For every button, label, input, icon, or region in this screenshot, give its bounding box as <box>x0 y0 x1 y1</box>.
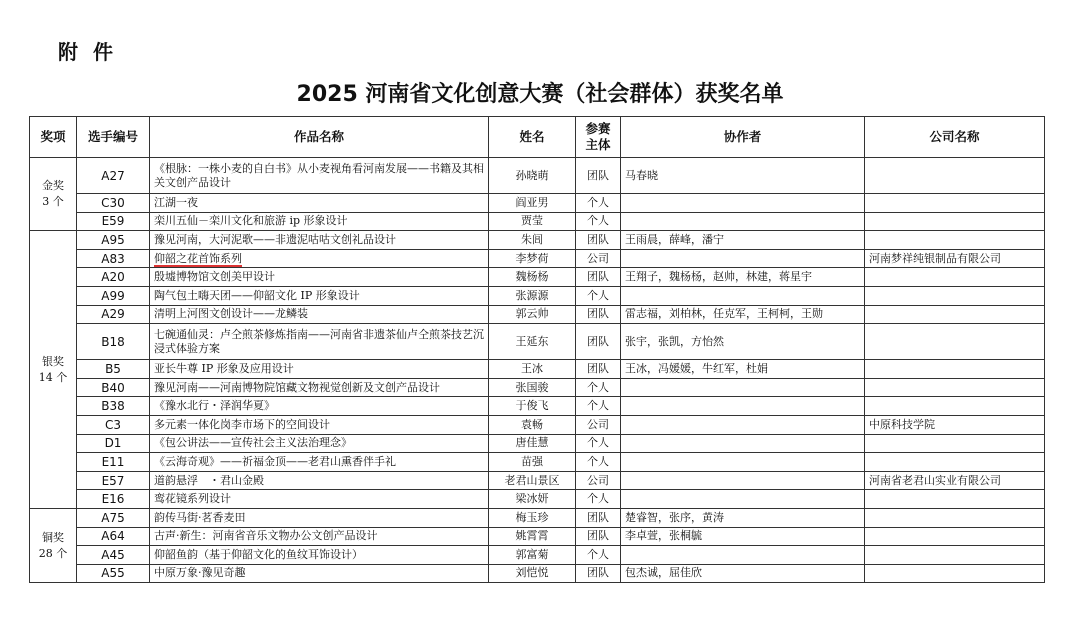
cell-company <box>865 360 1045 379</box>
cell-id: E16 <box>77 490 150 509</box>
cell-id: A45 <box>77 546 150 565</box>
cell-work: 《云海奇观》——祈福金顶——老君山熏香伴手礼 <box>150 453 489 472</box>
cell-entity: 公司 <box>576 471 621 490</box>
cell-company <box>865 268 1045 287</box>
header-row <box>30 117 1045 158</box>
cell-name: 朱闾 <box>489 231 576 250</box>
table-row <box>30 286 1045 305</box>
cell-id: B38 <box>77 397 150 416</box>
cell-work: 多元素一体化岗李市场下的空间设计 <box>150 415 489 434</box>
cell-company <box>865 546 1045 565</box>
award-label: 铜奖 <box>42 530 64 544</box>
header-work: 作品名称 <box>150 117 489 158</box>
cell-entity: 团队 <box>576 564 621 583</box>
cell-id: E57 <box>77 471 150 490</box>
cell-company <box>865 527 1045 546</box>
cell-name: 唐佳慧 <box>489 434 576 453</box>
table-row <box>30 158 1045 194</box>
header-company: 公司名称 <box>865 117 1045 158</box>
table-row <box>30 194 1045 213</box>
cell-company <box>865 194 1045 213</box>
table-row <box>30 527 1045 546</box>
cell-id: A83 <box>77 249 150 268</box>
cell-collab <box>621 249 865 268</box>
cell-name: 张源源 <box>489 286 576 305</box>
cell-company <box>865 305 1045 324</box>
award-label: 金奖 <box>42 179 64 193</box>
cell-name: 孙晓萌 <box>489 158 576 194</box>
cell-name: 郭富菊 <box>489 546 576 565</box>
cell-entity: 个人 <box>576 286 621 305</box>
document-title: 2025 河南省文化创意大赛（社会群体）获奖名单 <box>296 82 784 107</box>
table-row <box>30 249 1045 268</box>
cell-id: A55 <box>77 564 150 583</box>
cell-id: A95 <box>77 231 150 250</box>
cell-work: 古声·新生：河南省音乐文物办公文创产品设计 <box>150 527 489 546</box>
header-entity: 参赛主体 <box>576 117 621 158</box>
cell-company <box>865 378 1045 397</box>
table-row <box>30 268 1045 287</box>
cell-id: A29 <box>77 305 150 324</box>
header-award: 奖项 <box>30 117 77 158</box>
table-row <box>30 324 1045 360</box>
cell-id: B5 <box>77 360 150 379</box>
cell-work: 仰韶鱼韵（基于仰韶文化的鱼纹耳饰设计） <box>150 546 489 565</box>
cell-company <box>865 158 1045 194</box>
cell-collab <box>621 286 865 305</box>
cell-name: 阎亚男 <box>489 194 576 213</box>
cell-entity: 个人 <box>576 212 621 231</box>
award-silver <box>30 231 77 509</box>
cell-work: 殷墟博物馆文创美甲设计 <box>150 268 489 287</box>
table-row <box>30 305 1045 324</box>
cell-id: A20 <box>77 268 150 287</box>
cell-entity: 团队 <box>576 508 621 527</box>
cell-work: 亚长牛尊 IP 形象及应用设计 <box>150 360 489 379</box>
cell-work: 韵传马街·茗香麦田 <box>150 508 489 527</box>
cell-company <box>865 490 1045 509</box>
header-id: 选手编号 <box>77 117 150 158</box>
cell-name: 李梦荷 <box>489 249 576 268</box>
table-row <box>30 231 1045 250</box>
table-row <box>30 508 1045 527</box>
cell-collab <box>621 546 865 565</box>
cell-work: 中原万象·豫见奇趣 <box>150 564 489 583</box>
highlighted-work-title: 仰韶之花首饰系列 <box>154 251 242 265</box>
cell-entity: 团队 <box>576 527 621 546</box>
award-table <box>29 116 1045 583</box>
cell-collab: 张宇，张凯，方怡然 <box>621 324 865 360</box>
cell-company <box>865 324 1045 360</box>
cell-id: A27 <box>77 158 150 194</box>
cell-company <box>865 231 1045 250</box>
cell-collab <box>621 415 865 434</box>
cell-company <box>865 212 1045 231</box>
cell-company <box>865 508 1045 527</box>
cell-entity: 个人 <box>576 490 621 509</box>
attachment-label: 附 件 <box>58 40 117 64</box>
cell-collab: 马春晓 <box>621 158 865 194</box>
table-row <box>30 378 1045 397</box>
cell-name: 王冰 <box>489 360 576 379</box>
cell-collab <box>621 434 865 453</box>
cell-entity: 团队 <box>576 360 621 379</box>
cell-collab: 雷志福，刘柏林，任克军，王柯柯，王勋 <box>621 305 865 324</box>
cell-collab <box>621 212 865 231</box>
cell-name: 老君山景区 <box>489 471 576 490</box>
cell-work: 鸾花镜系列设计 <box>150 490 489 509</box>
cell-name: 刘恺悦 <box>489 564 576 583</box>
award-count: 28 个 <box>38 546 68 560</box>
cell-work: 栾川五仙－栾川文化和旅游 ip 形象设计 <box>150 212 489 231</box>
cell-id: A64 <box>77 527 150 546</box>
cell-name: 姚霄霄 <box>489 527 576 546</box>
cell-id: C30 <box>77 194 150 213</box>
cell-collab: 王翔子，魏杨杨，赵帅，林建，蒋星宇 <box>621 268 865 287</box>
cell-name: 袁畅 <box>489 415 576 434</box>
cell-entity: 个人 <box>576 434 621 453</box>
cell-id: B18 <box>77 324 150 360</box>
cell-work: 豫见河南——河南博物院馆藏文物视觉创新及文创产品设计 <box>150 378 489 397</box>
header-name: 姓名 <box>489 117 576 158</box>
award-bronze <box>30 508 77 582</box>
cell-entity: 个人 <box>576 194 621 213</box>
cell-id: D1 <box>77 434 150 453</box>
cell-name: 张国骏 <box>489 378 576 397</box>
cell-collab: 李卓萱，张桐毓 <box>621 527 865 546</box>
table-row <box>30 453 1045 472</box>
cell-company <box>865 397 1045 416</box>
cell-id: B40 <box>77 378 150 397</box>
header-collab: 协作者 <box>621 117 865 158</box>
cell-company <box>865 564 1045 583</box>
cell-entity: 个人 <box>576 378 621 397</box>
table-row <box>30 434 1045 453</box>
cell-work: 七碗通仙灵：卢仝煎茶修炼指南——河南省非遗茶仙卢仝煎茶技艺沉浸式体验方案 <box>150 324 489 360</box>
cell-work <box>150 249 489 268</box>
cell-entity: 个人 <box>576 453 621 472</box>
cell-work: 豫见河南，大河泥歌——非遗泥咕咕文创礼品设计 <box>150 231 489 250</box>
award-gold <box>30 158 77 231</box>
table-row <box>30 397 1045 416</box>
cell-work: 江湖一夜 <box>150 194 489 213</box>
cell-id: E59 <box>77 212 150 231</box>
cell-entity: 团队 <box>576 324 621 360</box>
cell-name: 郭云帅 <box>489 305 576 324</box>
cell-entity: 团队 <box>576 268 621 287</box>
cell-name: 梅玉珍 <box>489 508 576 527</box>
cell-collab: 包杰诚，屈佳欣 <box>621 564 865 583</box>
cell-work: 《包公讲法——宣传社会主义法治理念》 <box>150 434 489 453</box>
table-row <box>30 415 1045 434</box>
cell-entity: 团队 <box>576 158 621 194</box>
cell-collab: 王冰，冯媛媛，牛红军，杜娟 <box>621 360 865 379</box>
cell-name: 贾莹 <box>489 212 576 231</box>
cell-name: 魏杨杨 <box>489 268 576 287</box>
cell-entity: 团队 <box>576 305 621 324</box>
cell-company: 河南省老君山实业有限公司 <box>865 471 1045 490</box>
cell-id: A99 <box>77 286 150 305</box>
cell-id: E11 <box>77 453 150 472</box>
cell-entity: 个人 <box>576 546 621 565</box>
cell-name: 苗强 <box>489 453 576 472</box>
cell-name: 于俊飞 <box>489 397 576 416</box>
cell-company <box>865 453 1045 472</box>
cell-company <box>865 286 1045 305</box>
cell-entity: 个人 <box>576 397 621 416</box>
table-row <box>30 564 1045 583</box>
table-row <box>30 212 1045 231</box>
cell-company <box>865 434 1045 453</box>
cell-collab: 王雨晨，薛峰，潘宁 <box>621 231 865 250</box>
cell-collab <box>621 471 865 490</box>
table-row <box>30 360 1045 379</box>
cell-collab <box>621 490 865 509</box>
cell-id: C3 <box>77 415 150 434</box>
cell-id: A75 <box>77 508 150 527</box>
table-row <box>30 546 1045 565</box>
table-row <box>30 471 1045 490</box>
cell-entity: 公司 <box>576 249 621 268</box>
award-label: 银奖 <box>42 354 64 368</box>
cell-entity: 团队 <box>576 231 621 250</box>
award-count: 14 个 <box>38 370 68 384</box>
cell-work: 《豫水北行・泽润华夏》 <box>150 397 489 416</box>
cell-company: 中原科技学院 <box>865 415 1045 434</box>
cell-work: 陶气包土嗨天团——仰韶文化 IP 形象设计 <box>150 286 489 305</box>
cell-collab <box>621 397 865 416</box>
cell-work: 清明上河图文创设计——龙鳞装 <box>150 305 489 324</box>
table-row <box>30 490 1045 509</box>
cell-collab: 楚睿智，张序，黄涛 <box>621 508 865 527</box>
cell-name: 梁冰妍 <box>489 490 576 509</box>
cell-collab <box>621 378 865 397</box>
cell-name: 王延东 <box>489 324 576 360</box>
cell-entity: 公司 <box>576 415 621 434</box>
cell-work: 《根脉：一株小麦的自白书》从小麦视角看河南发展——书籍及其相关文创产品设计 <box>150 158 489 194</box>
cell-work: 道韵悬浮 ・君山金殿 <box>150 471 489 490</box>
cell-collab <box>621 453 865 472</box>
cell-company: 河南梦祥纯银制品有限公司 <box>865 249 1045 268</box>
award-count: 3 个 <box>42 195 64 209</box>
cell-collab <box>621 194 865 213</box>
